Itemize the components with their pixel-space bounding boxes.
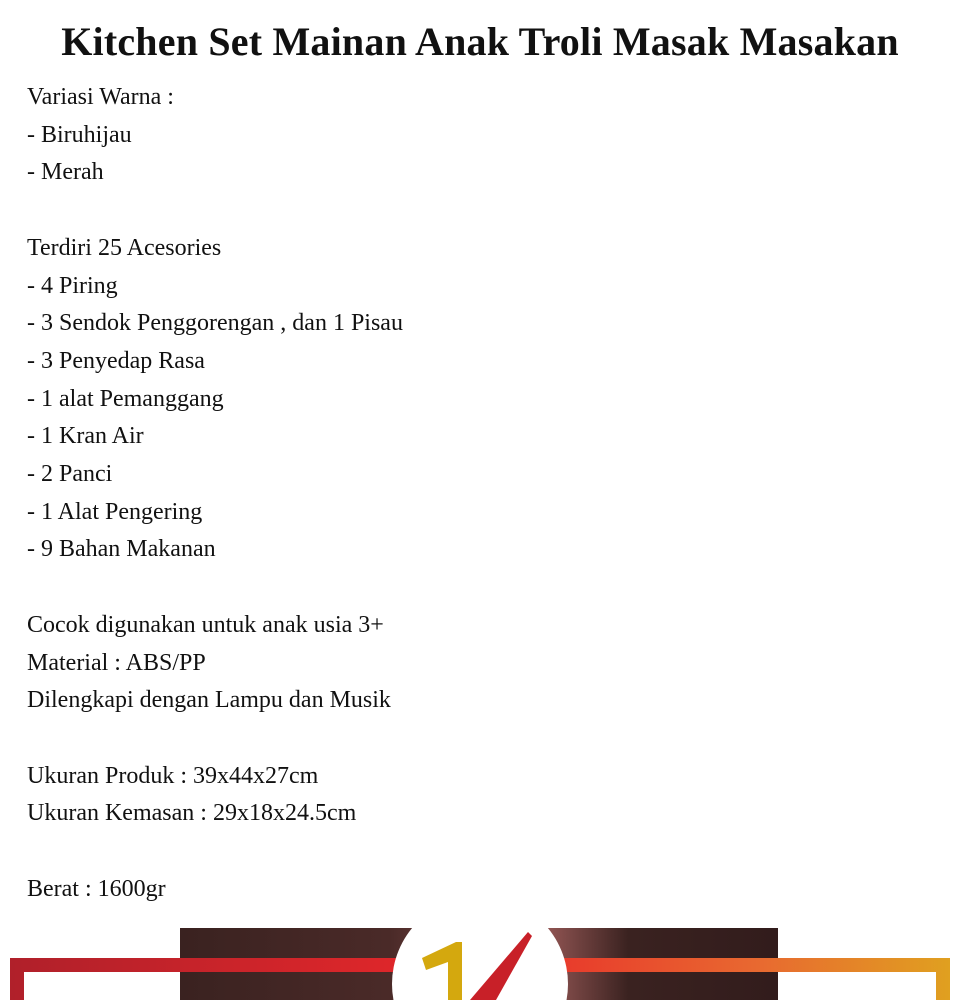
product-image-banner [0, 928, 960, 1000]
desc-line: - 1 Kran Air [27, 423, 144, 450]
product-title: Kitchen Set Mainan Anak Troli Masak Masakan [61, 19, 899, 64]
desc-line: - 1 Alat Pengering [27, 498, 203, 525]
banner-graphic [0, 928, 960, 1000]
desc-line [27, 192, 927, 230]
desc-line: Berat : 1600gr [27, 875, 166, 902]
desc-line: Dilengkapi dengan Lampu dan Musik [27, 687, 391, 714]
desc-line: Variasi Warna : [27, 84, 174, 110]
desc-line: Terdiri 25 Acesories [27, 234, 222, 261]
desc-line: - 2 Panci [27, 461, 113, 488]
desc-line: Ukuran Kemasan : 29x18x24.5cm [27, 800, 357, 827]
desc-line: - 3 Penyedap Rasa [27, 347, 205, 374]
product-description [27, 79, 927, 908]
desc-line [27, 720, 927, 758]
desc-line [27, 569, 927, 607]
desc-line: - 4 Piring [27, 272, 118, 299]
desc-line: - 9 Bahan Makanan [27, 536, 216, 563]
desc-line: - 1 alat Pemanggang [27, 385, 224, 412]
desc-line: Ukuran Produk : 39x44x27cm [27, 762, 319, 789]
desc-line: - Merah [27, 159, 104, 186]
desc-line: Material : ABS/PP [27, 649, 206, 676]
desc-line: - 3 Sendok Penggorengan , dan 1 Pisau [27, 310, 403, 337]
desc-line: - Biruhijau [27, 121, 132, 148]
desc-line: Cocok digunakan untuk anak usia 3+ [27, 611, 384, 638]
desc-line [27, 833, 927, 871]
